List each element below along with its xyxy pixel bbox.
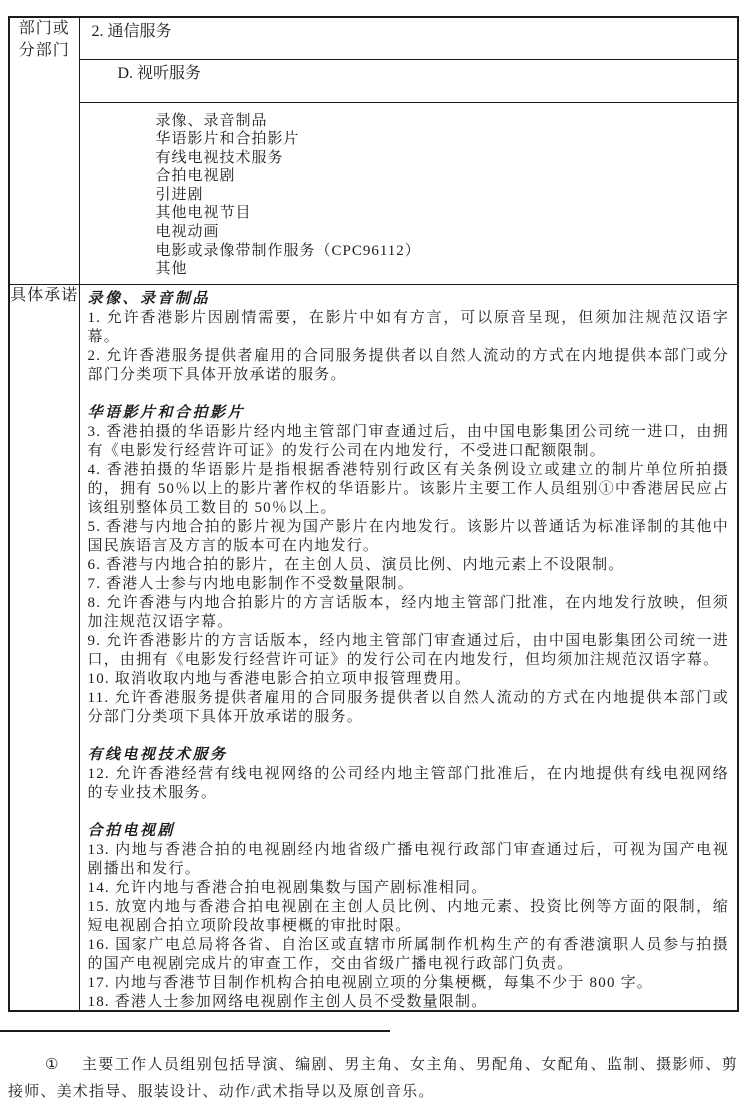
section-heading: 合拍电视剧 — [87, 822, 176, 839]
service-item: 录像、录音制品 — [155, 112, 268, 129]
commitment-item: 4. 香港拍摄的华语影片是指根据香港特别行政区有关条例设立或建立的制片单位所拍摄的，拥有 50％以上的影片著作权的华语影片。该影片主要工作人员组别①中香港居民应占该组别整体员工数目的 50％以上。 — [87, 461, 729, 516]
commitments-section-coproduced-tv-drama — [88, 822, 730, 1009]
commitment-item: 10. 取消收取内地与香港电影合拍立项申报管理费用。 — [87, 670, 472, 687]
service-item: 电视动画 — [155, 224, 220, 241]
sector-label-line1: 部门或 — [18, 20, 70, 37]
commitment-item: 5. 香港与内地合拍的影片视为国产影片在内地发行。该影片以普通话为标准译制的其他中国民族语言及方言的版本可在内地发行。 — [87, 518, 729, 554]
commitment-item: 18. 香港人士参加网络电视剧作主创人员不受数量限制。 — [87, 993, 488, 1009]
commitments-header-cell — [9, 284, 79, 1011]
commitment-item: 8. 允许香港与内地合拍影片的方言话版本，经内地主管部门批准，在内地发行放映，但须加注规范汉语字幕。 — [87, 594, 729, 630]
sector-level2-cell — [79, 59, 738, 102]
services-list — [156, 112, 730, 282]
commitment-item: 2. 允许香港服务提供者雇用的合同服务提供者以自然人流动的方式在内地提供本部门或分部门分类项下具体开放承诺的服务。 — [87, 347, 729, 383]
section-heading: 录像、录音制品 — [87, 290, 211, 307]
service-item: 其他电视节目 — [155, 205, 252, 222]
service-item: 引进剧 — [155, 186, 204, 203]
commitments-cell — [79, 284, 738, 1011]
commitments-section-chinese-films — [88, 404, 730, 727]
commitment-item: 11. 允许香港服务提供者雇用的合同服务提供者以自然人流动的方式在内地提供本部门或分部门分类项下具体开放承诺的服务。 — [87, 689, 729, 725]
table-row — [9, 102, 738, 284]
footnote-area — [0, 1030, 744, 1106]
commitment-item: 14. 允许内地与香港合拍电视剧集数与国产剧标准相同。 — [87, 879, 488, 896]
commitment-item: 3. 香港拍摄的华语影片经内地主管部门审查通过后，由中国电影集团公司统一进口，由拥有《电影发行经营许可证》的发行公司在内地发行，不受进口配额限制。 — [87, 423, 729, 459]
sector-label-line2: 分部门 — [18, 42, 70, 59]
commitments-section-cable-tv — [88, 746, 730, 803]
sector-level1-text: 2. 通信服务 — [91, 23, 172, 40]
service-item: 合拍电视剧 — [155, 168, 236, 185]
sector-level1-cell — [79, 17, 738, 59]
commitments-table — [8, 16, 739, 1012]
commitments-section-video-audio-products — [88, 290, 730, 385]
commitment-item: 9. 允许香港影片的方言话版本，经内地主管部门审查通过后，由中国电影集团公司统一进口，由拥有《电影发行经营许可证》的发行公司在内地发行，但均须加注规范汉语字幕。 — [87, 632, 729, 668]
commitments-body — [88, 290, 730, 1009]
commitment-item: 16. 国家广电总局将各省、自治区或直辖市所属制作机构生产的有香港演职人员参与拍摄的国产电视剧完成片的审查工作，交由省级广播电视行政部门负责。 — [87, 936, 729, 972]
services-list-cell — [79, 102, 738, 284]
footnote-text: 主要工作人员组别包括导演、编剧、男主角、女主角、男配角、女配角、监制、摄影师、剪接师、美术指导、服装设计、动作/武术指导以及原创音乐。 — [8, 1057, 738, 1100]
commitment-item: 12. 允许香港经营有线电视网络的公司经内地主管部门批准后，在内地提供有线电视网络的专业技术服务。 — [87, 765, 729, 801]
commitment-item: 13. 内地与香港合拍的电视剧经内地省级广播电视行政部门审查通过后，可视为国产电视剧播出和发行。 — [87, 841, 729, 877]
sector-header-cell — [9, 17, 79, 284]
commitment-item: 17. 内地与香港节目制作机构合拍电视剧立项的分集梗概，每集不少于 800 字。 — [87, 974, 654, 991]
footnote-separator — [0, 1030, 390, 1032]
section-heading: 华语影片和合拍影片 — [87, 404, 246, 421]
table-row — [9, 284, 738, 1011]
commitment-item: 7. 香港人士参与内地电影制作不受数量限制。 — [87, 575, 414, 592]
service-item: 电影或录像带制作服务（CPC96112） — [155, 242, 421, 259]
commitment-item: 1. 允许香港影片因剧情需要，在影片中如有方言，可以原音呈现，但须加注规范汉语字幕。 — [87, 309, 729, 345]
footnote — [8, 1052, 738, 1106]
commitment-item: 15. 放宽内地与香港合拍电视剧在主创人员比例、内地元素、投资比例等方面的限制，缩短电视剧合拍立项阶段故事梗概的审批时限。 — [87, 898, 729, 934]
sector-level2-text: D. 视听服务 — [117, 64, 202, 82]
footnote-marker: ① — [45, 1057, 60, 1073]
service-item: 有线电视技术服务 — [155, 149, 284, 166]
table-row — [9, 59, 738, 102]
commitment-item: 6. 香港与内地合拍的影片，在主创人员、演员比例、内地元素上不设限制。 — [87, 556, 625, 573]
service-item: 其他 — [155, 261, 188, 278]
table-row — [9, 17, 738, 59]
section-heading: 有线电视技术服务 — [87, 746, 228, 763]
service-item: 华语影片和合拍影片 — [155, 131, 300, 148]
commitments-label: 具体承诺 — [10, 286, 79, 304]
